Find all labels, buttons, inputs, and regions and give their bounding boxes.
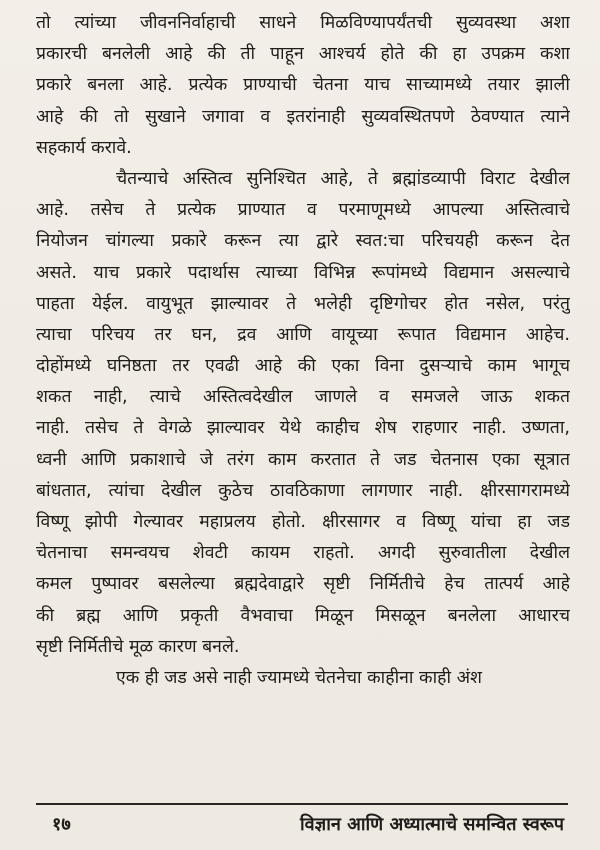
text-line: शकत नाही, त्याचे अस्तित्वदेखील जाणले व समजले जाऊ शकत xyxy=(36,387,570,408)
text-line: पाहता येईल. वायुभूत झाल्यावर ते भलेही दृष्टिगोचर होत नसेल, परंतु xyxy=(36,293,570,314)
text-line: ध्वनी आणि प्रकाशाचे जे तरंग काम करतात ते जड चेतनास एका सूत्रात xyxy=(36,449,570,470)
page-number: १७ xyxy=(52,814,71,835)
text-line: प्रकारे बनला आहे. प्रत्येक प्राण्याची चेतना याच साच्यामध्ये तयार झाली xyxy=(36,75,570,96)
text-line: चेतनाचा समन्वयच शेवटी कायम राहतो. अगदी सुरुवातीला देखील xyxy=(36,543,570,564)
text-line: आहे की तो सुखाने जगावा व इतरांनाही सुव्यवस्थितपणे ठेवण्यात त्याने xyxy=(36,106,570,127)
text-line: एक ही जड असे नाही ज्यामध्ये चेतनेचा काहीना काही अंश xyxy=(116,667,483,688)
text-line: तो त्यांच्या जीवननिर्वाहाची साधने मिळविण्यापर्यंतची सुव्यवस्था अशा xyxy=(36,13,570,33)
text-line: दोहोंमध्ये घनिष्ठता तर एवढी आहे की एका विना दुसऱ्याचे काम भागूच xyxy=(36,356,570,377)
body-text xyxy=(36,8,570,694)
running-footer-title: विज्ञान आणि अध्यात्माचे समन्वित स्वरूप xyxy=(300,814,564,835)
text-line: कमल पुष्पावर बसलेल्या ब्रह्मदेवाद्वारे सृष्टी निर्मितीचे हेच तात्पर्य आहे xyxy=(36,574,570,595)
text-line: विष्णू झोपी गेल्यावर महाप्रलय होतो. क्षीरसागर व विष्णू यांचा हा जड xyxy=(36,512,570,532)
text-line: सृष्टी निर्मितीचे मूळ कारण बनले. xyxy=(36,636,240,657)
footer-rule xyxy=(36,803,568,805)
text-line: प्रकारची बनलेली आहे की ती पाहून आश्चर्य होते की हा उपक्रम कशा xyxy=(36,44,570,65)
text-line: चैतन्याचे अस्तित्व सुनिश्चित आहे, ते ब्रह्मांडव्यापी विराट देखील xyxy=(116,168,570,189)
text-line: बांधतात, त्यांचा देखील कुठेच ठावठिकाणा लागणार नाही. क्षीरसागरामध्ये xyxy=(36,480,570,501)
text-line: असते. याच प्रकारे पदार्थास त्याच्या विभिन्न रूपांमध्ये विद्यमान असल्याचे xyxy=(36,262,570,283)
text-line: नियोजन चांगल्या प्रकारे करून त्या द्वारे स्वत:चा परिचयही करून देत xyxy=(36,231,570,252)
text-line: नाही. तसेच ते वेगळे झाल्यावर येथे काहीच शेष राहणार नाही. उष्णता, xyxy=(36,418,570,439)
text-line: आहे. तसेच ते प्रत्येक प्राण्यात व परमाणूमध्ये आपल्या अस्तित्वाचे xyxy=(36,200,570,221)
text-line: की ब्रह्म आणि प्रकृती वैभवाचा मिळून मिसळून बनलेला आधारच xyxy=(36,605,570,626)
text-line: त्याचा परिचय तर घन, द्रव आणि वायूच्या रूपात विद्यमान आहेच. xyxy=(36,324,570,345)
text-line: सहकार्य करावे. xyxy=(36,137,132,158)
